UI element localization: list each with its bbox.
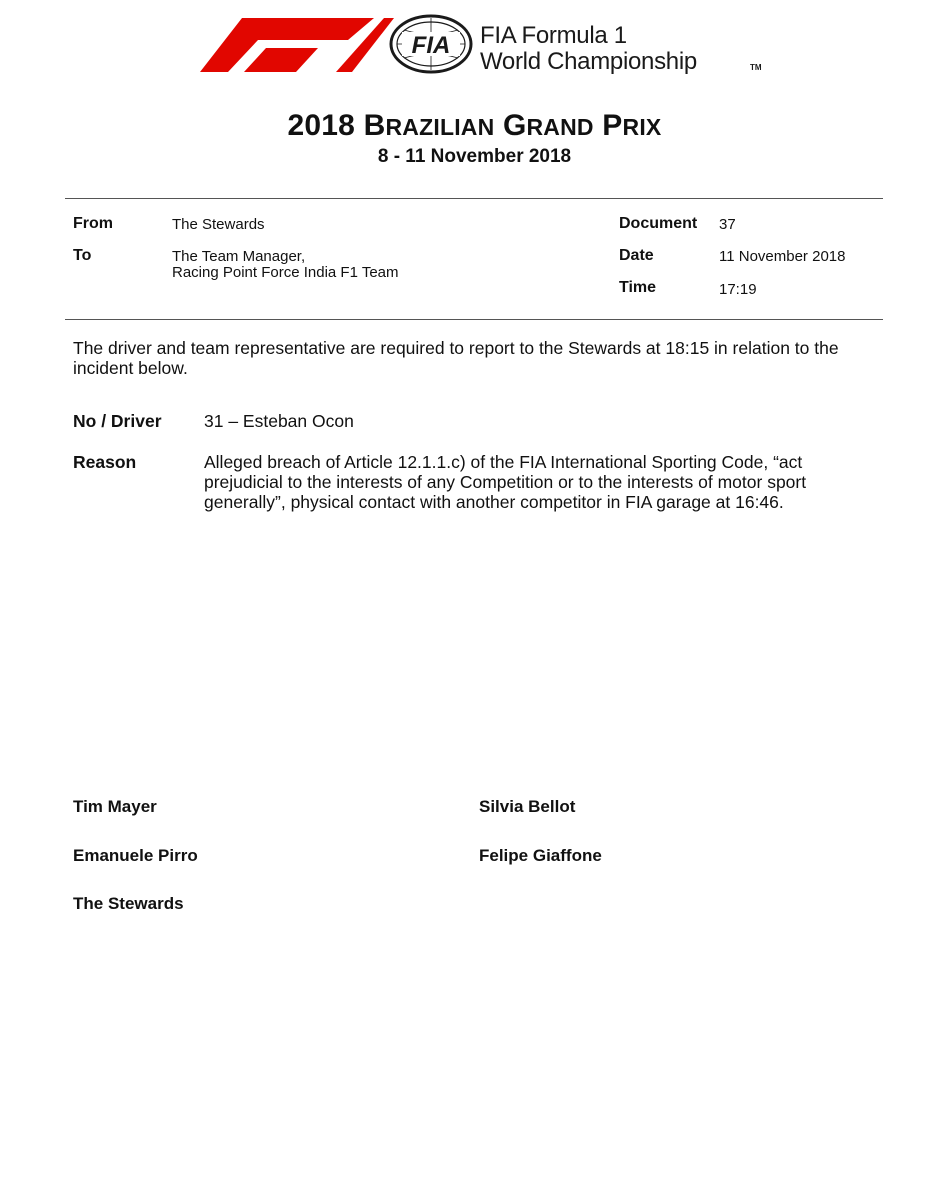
time-label: Time	[619, 279, 657, 296]
title-word2-rest: RAND	[526, 114, 594, 140]
event-dates: 8 - 11 November 2018	[377, 146, 572, 167]
intro-line-1: The driver and team representative are required to report to the Stewards at 18:15 in relation to the	[73, 338, 839, 358]
driver-label: No / Driver	[73, 411, 162, 431]
page-title	[0, 109, 949, 143]
date-value: 11 November 2018	[719, 248, 846, 265]
trademark-mark: TM	[750, 63, 762, 72]
time-value: 17:19	[719, 281, 757, 298]
title-year: 2018	[287, 109, 356, 142]
title-word1-initial: B	[363, 109, 386, 142]
brand-line-world-championship: World Championship	[480, 48, 697, 75]
steward-name: Emanuele Pirro	[73, 846, 198, 865]
f1-logo	[198, 18, 394, 72]
reason-line-2: prejudicial to the interests of any Competition or to the interests of motor sport	[204, 472, 807, 492]
brand-line-formula1: FIA Formula 1	[480, 22, 627, 49]
from-label: From	[73, 215, 113, 232]
divider-top	[65, 198, 883, 199]
divider-bottom	[65, 319, 883, 320]
to-value-line-1: The Team Manager,	[172, 248, 306, 265]
reason-line-3: generally”, physical contact with another competitor in FIA garage at 16:46.	[204, 492, 784, 512]
title-word3-rest: RIX	[622, 114, 662, 140]
steward-name: Silvia Bellot	[479, 797, 576, 816]
document-value: 37	[719, 216, 736, 233]
from-value: The Stewards	[172, 216, 265, 233]
driver-value: 31 – Esteban Ocon	[204, 411, 354, 431]
title-word2-initial: G	[502, 109, 527, 142]
stewards-closing: The Stewards	[73, 894, 184, 913]
document-label: Document	[619, 215, 698, 232]
steward-name: Felipe Giaffone	[479, 846, 602, 865]
to-label: To	[73, 247, 92, 264]
svg-text:FIA: FIA	[411, 32, 451, 59]
reason-line-1: Alleged breach of Article 12.1.1.c) of the FIA International Sporting Code, “act	[204, 452, 803, 472]
f1-logo-stroke-mid	[244, 48, 318, 72]
to-value-line-2: Racing Point Force India F1 Team	[172, 264, 399, 281]
steward-name: Tim Mayer	[73, 797, 157, 816]
reason-label: Reason	[73, 452, 137, 472]
title-word1-rest: RAZILIAN	[385, 114, 495, 140]
title-word3-initial: P	[602, 109, 623, 142]
date-label: Date	[619, 247, 654, 264]
fia-logo	[388, 14, 474, 74]
intro-line-2: incident below.	[73, 358, 188, 378]
